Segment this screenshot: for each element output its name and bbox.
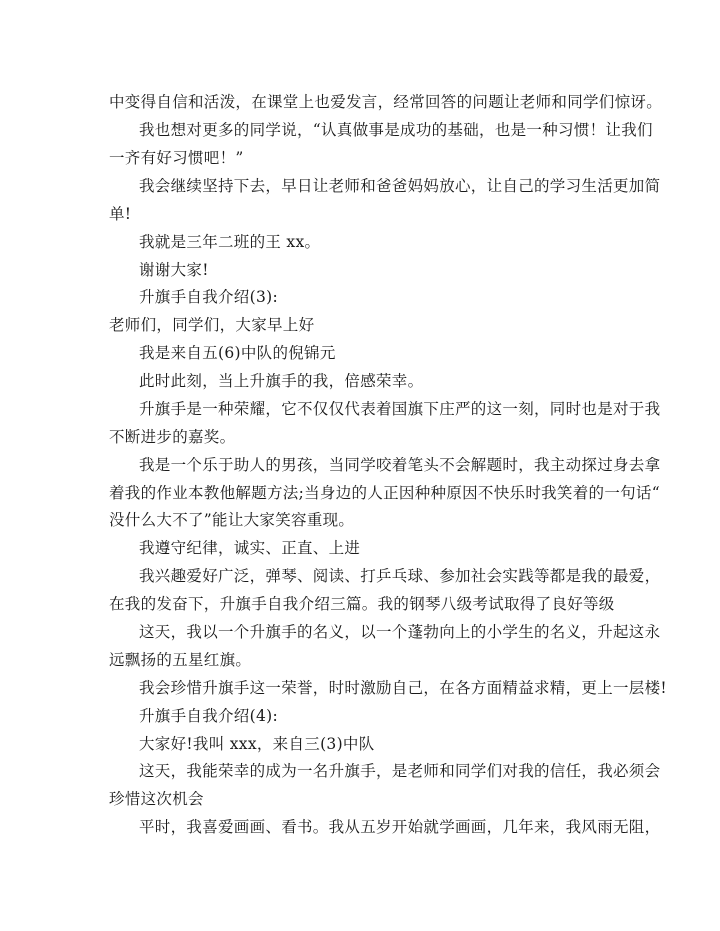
text-line: 珍惜这次机会 (109, 790, 204, 808)
text-line: 此时此刻，当上升旗手的我，倍感荣幸。 (139, 372, 424, 390)
text-line: 这天，我以一个升旗手的名义，以一个蓬勃向上的小学生的名义，升起这永 (139, 623, 661, 641)
section-heading: 升旗手自我介绍(3): (139, 288, 278, 306)
text-line: 中变得自信和活泼，在课堂上也爱发言，经常回答的问题让老师和同学们惊讶。 (109, 93, 663, 111)
text-line: 着我的作业本教他解题方法;当身边的人正因种种原因不快乐时我笑着的一句话“ (109, 484, 660, 502)
section-heading: 升旗手自我介绍(4): (139, 707, 278, 725)
text-line: 我兴趣爱好广泛，弹琴、阅读、打乒乓球、参加社会实践等都是我的最爱， (139, 567, 661, 585)
text-line: 在我的发奋下，升旗手自我介绍三篇。我的钢琴八级考试取得了良好等级 (109, 595, 615, 613)
text-line: 升旗手是一种荣耀，它不仅仅代表着国旗下庄严的这一刻，同时也是对于我 (139, 400, 661, 418)
text-line: 我也想对更多的同学说，“认真做事是成功的基础，也是一种习惯！让我们 (139, 121, 653, 139)
text-line: 老师们，同学们，大家早上好 (109, 316, 315, 334)
text-line: 不断进步的嘉奖。 (109, 428, 236, 446)
text-line: 我遵守纪律，诚实、正直、上进 (139, 539, 361, 557)
text-line: 我是一个乐于助人的男孩，当同学咬着笔头不会解题时，我主动探过身去拿 (139, 456, 661, 474)
text-line: 我会继续坚持下去，早日让老师和爸爸妈妈放心，让自己的学习生活更加简 (139, 177, 661, 195)
text-line: 远飘扬的五星红旗。 (109, 651, 252, 669)
text-line: 我就是三年二班的王 xx。 (139, 233, 321, 251)
text-line: 单! (109, 205, 132, 223)
text-line: 一齐有好习惯吧！” (109, 149, 244, 167)
text-line: 谢谢大家! (139, 261, 209, 279)
text-line: 平时，我喜爱画画、看书。我从五岁开始就学画画，几年来，我风雨无阻， (139, 818, 661, 836)
text-line: 这天，我能荣幸的成为一名升旗手，是老师和同学们对我的信任，我必须会 (139, 762, 661, 780)
text-line: 大家好!我叫 xxx，来自三(3)中队 (139, 735, 375, 753)
text-line: 我会珍惜升旗手这一荣誉，时时激励自己，在各方面精益求精，更上一层楼! (139, 679, 667, 697)
text-line: 没什么大不了”能让大家笑容重现。 (109, 511, 355, 529)
text-line: 我是来自五(6)中队的倪锦元 (139, 344, 336, 362)
